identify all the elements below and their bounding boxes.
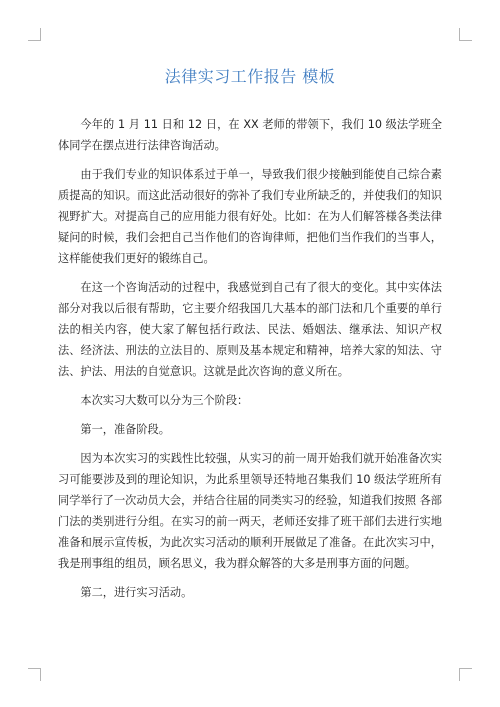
document-body xyxy=(58,114,442,611)
paragraph: 本次实习大数可以分为三个阶段： xyxy=(80,394,249,407)
corner-mark-bottom-left xyxy=(28,668,41,681)
paragraph: 由于我们专业的知识体系过于单一，导致我们很少接触到能使自己综合素质提高的知识。而这此活动很好的弥补了我们专业所缺乏的，并使我们的知识视野扩大。对提高自己的应用能力很有好处。比如：在为人们解答様各类法律疑问的时候，我们会把自己当作他们的咨询律师，把他们当作我们的当事人，这样能使我们更好的锻练自己。 xyxy=(58,168,442,265)
paragraph: 因为本次实习的实践性比较强，从实习的前一周开始我们就开始准备次实习可能要涉及到的理论知识，为此系里领导还特地召集我们 10 级法学班所有同学举行了一次动员大会，并结合往届的同类实习的经验，知道我们按照 各部门法的类别进行分组。在实习的前一两天，老师还安排了班干部们去进行实地准备和展示宣传板，为此次实习活动的顺利开展做足了准备。在此次实习中，我是刑事组的组员，顾名思义，我为群众解答的大多是刑事方面的问题。 xyxy=(58,452,442,570)
paragraph: 第一，准备阶段。 xyxy=(80,423,170,436)
corner-mark-top-left xyxy=(28,28,41,41)
paragraph: 第二，进行实习活动。 xyxy=(80,586,193,599)
corner-mark-bottom-right xyxy=(459,668,472,681)
corner-mark-top-right xyxy=(459,28,472,41)
document-title: 法律实习工作报告 模板 xyxy=(164,67,336,86)
paragraph: 今年的 1 月 11 日和 12 日，在 XX 老师的带领下，我们 10 级法学班全体同学在摆点进行法律咨询活动。 xyxy=(58,118,442,152)
paragraph: 在这一个咨询活动的过程中，我感觉到自己有了很大的变化。其中实体法部分对我以后很有帮助，它主要介绍我国几大基本的部门法和几个重要的单行法的相关内容，使大家了解包括行政法、民法、婚姻法、继承法、知识产权法、经济法、刑法的立法目的、原则及基本规定和精神，培养大家的知法、守法、护法、用法的自觉意识。这就是此次咨询的意义所在。 xyxy=(58,281,442,378)
